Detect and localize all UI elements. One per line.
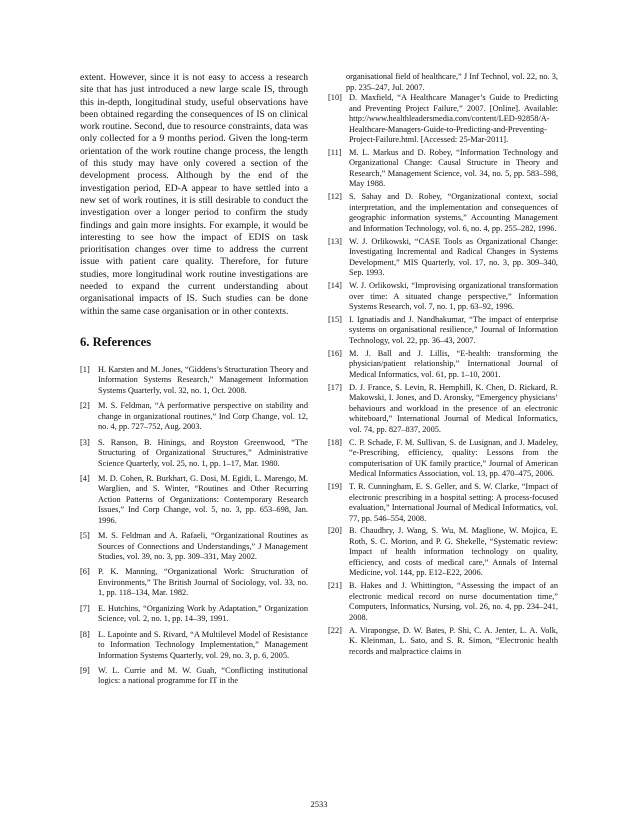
- reference-item: [328, 148, 558, 190]
- reference-list-left: [80, 365, 308, 687]
- reference-number: [17]: [328, 382, 342, 392]
- reference-text: D. Maxfield, “A Healthcare Manager’s Guide to Predicting and Preventing Project Failure,” 2007. [Online]. Available: http://www.healthleadersmedia.com/content/LED-92858/A-Healthcare-Managers-Guide-to-Predicting-and-Preventing-Project-Failure.html. [Accessed: 25-Mar-2011].: [349, 93, 558, 144]
- reference-text: D. J. France, S. Levin, R. Hemphill, K. Chen, D. Rickard, R. Makowski, I. Jones, and D. Aronsky, “Emergency physicians’ behaviours and workload in the presence of an electronic whiteboard,” International Journal of Medical Informatics, vol. 74, pp. 827–837, 2005.: [349, 382, 558, 434]
- reference-number: [7]: [80, 603, 90, 613]
- reference-text: W. J. Orlikowski, “Improvising organizational transformation over time: A situated change perspective,” Information Systems Research, vol. 7, no. 1, pp. 63–92, 1996.: [349, 281, 558, 312]
- reference-item: [80, 604, 308, 625]
- reference-text: B. Chaudhry, J. Wang, S. Wu, M. Maglione, W. Mojica, E. Roth, S. C. Morton, and P. G. Shekelle, “Systematic review: Impact of health information technology on quality, efficiency, and costs of medical care,” Annals of Internal Medicine, vol. 144, pp. E12–E22, 2006.: [349, 526, 558, 578]
- reference-text: M. S. Feldman, “A performative perspective on stability and change in organizational routines,” Ind Corp Change, vol. 12, no. 4, pp. 727–752, Aug. 2003.: [98, 401, 308, 432]
- reference-item: [328, 581, 558, 623]
- reference-number: [3]: [80, 437, 90, 447]
- reference-number: [6]: [80, 567, 90, 577]
- reference-number: [5]: [80, 531, 90, 541]
- reference-continuation: organisational field of healthcare,” J Inf Technol, vol. 22, no. 3, pp. 235–247, Jul. 2007.: [346, 72, 558, 92]
- reference-number: [12]: [328, 192, 342, 202]
- reference-number: [14]: [328, 281, 342, 291]
- reference-number: [2]: [80, 401, 90, 411]
- reference-number: [20]: [328, 526, 342, 536]
- reference-item: [328, 526, 558, 579]
- reference-number: [1]: [80, 364, 90, 374]
- reference-number: [11]: [328, 147, 342, 157]
- reference-item: [80, 401, 308, 433]
- reference-text: A. Virapongse, D. W. Bates, P. Shi, C. A. Jenter, L. A. Volk, K. Kleinman, L. Sato, and S. R. Simon, “Electronic health records and malpractice claims in: [349, 625, 558, 656]
- reference-text: E. Hutchins, “Organizing Work by Adaptation,” Organization Science, vol. 2, no. 1, pp. 14–39, 1991.: [98, 603, 308, 624]
- reference-item: [80, 438, 308, 470]
- body-paragraph: extent. However, since it is not easy to access a research site that has just introduced a new large scale IS, through this in-depth, longitudinal study, useful observations have been obtained regarding the consequences of IS on clinical work routine. Second, due to resource constraints, data was only collected for a 9 months period. Given the long-term orientation of the work routine change process, the length of this study may have only covered a section of the development process. Although by the end of the investigation period, ED-A appear to have settled into a new set of work routines, it is still desirable to conduct the investigation over a longer period to confirm the study findings and gain more insights. For example, it would be interesting to see how the impact of EDIS on task prioritisation changes over time to address the current issue with patient care quality. Therefore, for future studies, more longitudinal work routine investigations are needed to expand the current understanding about organisational impacts of IS. Such studies can be done within the same case organisation or in other contexts.: [80, 72, 308, 317]
- reference-number: [21]: [328, 581, 342, 591]
- section-heading: 6. References: [80, 334, 152, 349]
- reference-item: [328, 192, 558, 234]
- reference-text: C. P. Schade, F. M. Sullivan, S. de Lusignan, and J. Madeley, “e-Prescribing, efficiency, quality: Lessons from the computerisation of UK family practice,” Journal of American Medical Informatics Association, vol. 13, pp. 470–475, 2006.: [349, 437, 558, 479]
- reference-item: [328, 482, 558, 524]
- reference-text: H. Karsten and M. Jones, “Giddens’s Structuration Theory and Information Systems Research,” Management Information Systems Quarterly, vol. 32, no. 1, Oct. 2008.: [98, 364, 308, 395]
- reference-number: [4]: [80, 473, 90, 483]
- reference-text: B. Hakes and J. Whittington, “Assessing the impact of an electronic medical record on nurse documentation time,” Computers, Informatics, Nursing, vol. 26, no. 4, pp. 234–241, 2008.: [349, 581, 558, 622]
- reference-text: W. J. Orlikowski, “CASE Tools as Organizational Change: Investigating Incremental and Radical Changes in Systems Development,” MIS Quarterly, vol. 17, no. 3, pp. 309–340, Sep. 1993.: [349, 236, 558, 278]
- reference-item: [80, 474, 308, 527]
- reference-list-right: [328, 93, 558, 657]
- reference-number: [15]: [328, 314, 342, 324]
- reference-text: L. Lapointe and S. Rivard, “A Multilevel Model of Resistance to Information Technology Implementation,” Management Information Systems Quarterly, vol. 29, no. 3, p. 6, 2005.: [98, 629, 308, 660]
- reference-item: [328, 237, 558, 279]
- reference-number: [9]: [80, 665, 90, 675]
- reference-text: M. L. Markus and D. Robey, “Information Technology and Organizational Change: Causal Structure in Theory and Research,” Management Science, vol. 34, no. 5, pp. 583–598, May 1988.: [349, 147, 558, 189]
- reference-item: [80, 531, 308, 563]
- right-column: [328, 72, 558, 660]
- reference-item: [80, 666, 308, 687]
- reference-number: [19]: [328, 482, 342, 492]
- reference-item: [328, 438, 558, 480]
- reference-number: [22]: [328, 625, 342, 635]
- page-number: 2533: [310, 799, 328, 809]
- reference-item: [80, 365, 308, 397]
- reference-text: W. L. Currie and M. W. Guah, “Conflicting institutional logics: a national programme for IT in the: [98, 665, 308, 686]
- reference-item: [328, 626, 558, 658]
- reference-text: M. D. Cohen, R. Burkhart, G. Dosi, M. Egidi, L. Marengo, M. Warglien, and S. Winter, “Routines and Other Recurring Action Patterns of Organizations: Contemporary Research Issues,” Ind Corp Change, vol. 5, no. 3, pp. 653–698, Jan. 1996.: [98, 473, 308, 525]
- reference-number: [18]: [328, 437, 342, 447]
- reference-text: S. Sahay and D. Robey, “Organizational context, social interpretation, and the implementation and consequences of geographic information systems,” Accounting Management and Information Technology, vol. 6, no. 4, pp. 255–282, 1996.: [349, 192, 558, 233]
- reference-item: [328, 281, 558, 313]
- reference-item: [328, 93, 558, 146]
- reference-number: [10]: [328, 93, 342, 102]
- reference-text: M. S. Feldman and A. Rafaeli, “Organizational Routines as Sources of Connections and Understandings,” J Management Studies, vol. 39, no. 3, pp. 309–331, May 2002.: [98, 531, 308, 562]
- reference-text: T. R. Cunningham, E. S. Geller, and S. W. Clarke, “Impact of electronic prescribing in a hospital setting: A process-focused evaluation,” International Journal of Medical Informatics, vol. 77, pp. 546–554, 2008.: [349, 482, 558, 523]
- reference-text: P. K. Manning, “Organizational Work: Structuration of Environments,” The British Journal of Sociology, vol. 33, no. 1, pp. 118–134, Mar. 1982.: [98, 567, 308, 598]
- reference-number: [16]: [328, 348, 342, 358]
- reference-item: [328, 383, 558, 436]
- reference-item: [328, 315, 558, 347]
- reference-item: [80, 567, 308, 599]
- reference-number: [8]: [80, 629, 90, 639]
- reference-number: [13]: [328, 236, 342, 246]
- reference-text: M. J. Ball and J. Lillis, “E-health: transforming the physician/patient relationship,” International Journal of Medical Informatics, vol. 61, pp. 1–10, 2001.: [349, 348, 558, 379]
- reference-text: S. Ranson, B. Hinings, and Royston Greenwood, “The Structuring of Organizational Structures,” Administrative Science Quarterly, vol. 25, no. 1, pp. 1–17, Mar. 1980.: [98, 437, 308, 468]
- reference-item: [80, 630, 308, 662]
- left-column: [80, 72, 308, 692]
- reference-item: [328, 349, 558, 381]
- reference-text: I. Ignatiadis and J. Nandhakumar, “The impact of enterprise systems on organisational resilience,” Journal of Information Technology, vol. 22, pp. 36–43, 2007.: [349, 314, 558, 345]
